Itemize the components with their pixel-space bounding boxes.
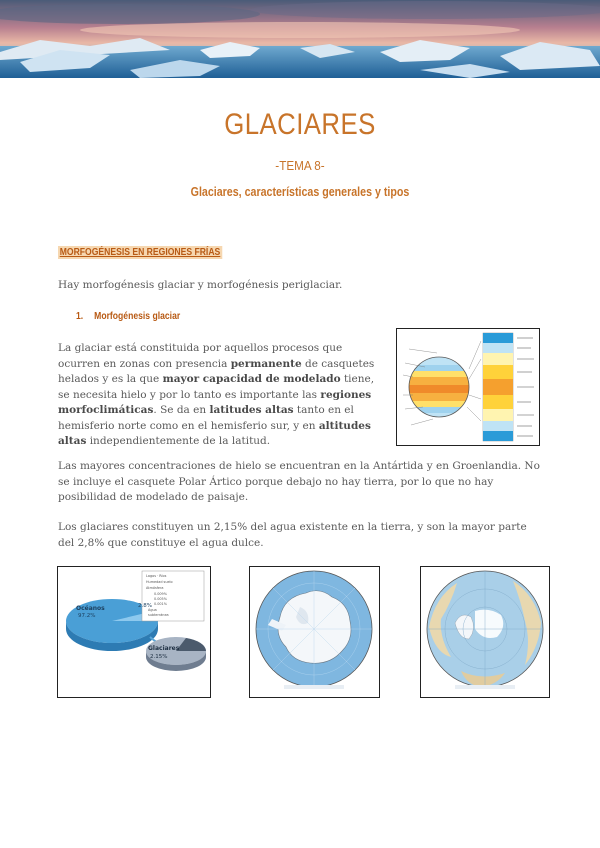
glacial-paragraph: La glaciar está constituida por aquellos procesos que ocurren en zonas con presencia permanente de casquetes helados y es la que mayor capacidad de modelado tiene, se necesita hielo y por lo tanto es importante las regiones morfoclimáticas. Se da en latitudes altas tanto en el hemisferio norte como en el hemisferio sur, y en altitudes altas independientemente de la latitud. (58, 342, 375, 447)
document-subtitle: Glaciares, características generales y tipos (190, 184, 410, 199)
intro-paragraph: Hay morfogénesis glaciar y morfogénesis periglaciar. (58, 279, 343, 291)
oceans-label: Océanos (76, 605, 105, 612)
svg-text:Lagos · Ríos: Lagos · Ríos (146, 574, 167, 578)
oceans-value: 97.2% (78, 613, 96, 619)
morphoclimatic-regions-figure (396, 328, 540, 446)
subsection-heading (76, 311, 180, 322)
section-heading: MORFOGÉNESIS EN REGIONES FRÍAS (59, 247, 221, 258)
svg-text:subterránea: subterránea (148, 613, 169, 617)
glaciers-value: 2.15% (150, 654, 168, 660)
glacier-water-paragraph: Los glaciares constituyen un 2,15% del agua existente en la tierra, y son la mayor parte del 2,8% que constituye el agua dulce. (58, 521, 527, 549)
arctic-map-figure (420, 566, 550, 698)
subsection-title: Morfogénesis glaciar (94, 311, 181, 322)
svg-text:0.001%: 0.001% (154, 602, 167, 606)
fresh-water-value: 2.8% (138, 603, 152, 609)
topic-number: -TEMA 8- (275, 158, 325, 173)
document-title: GLACIARES (224, 108, 376, 141)
header-banner-image (0, 0, 600, 78)
water-distribution-pie-figure (57, 566, 211, 698)
glaciers-label: Glaciares (148, 645, 180, 652)
subsection-number: 1. (76, 311, 84, 322)
svg-text:Atmósfera: Atmósfera (146, 586, 164, 590)
svg-text:Agua: Agua (148, 608, 157, 612)
svg-text:0.005%: 0.005% (154, 597, 167, 601)
svg-text:Humedad suelo: Humedad suelo (146, 580, 173, 584)
ice-concentration-paragraph: Las mayores concentraciones de hielo se encuentran en la Antártida y en Groenlandia. No se incluye el casquete Polar Ártico porque debajo no hay tierra, por lo que no hay posibilidad de modelado de paisaje. (58, 460, 540, 503)
antarctica-map-figure (249, 566, 380, 698)
svg-text:0.009%: 0.009% (154, 592, 167, 596)
